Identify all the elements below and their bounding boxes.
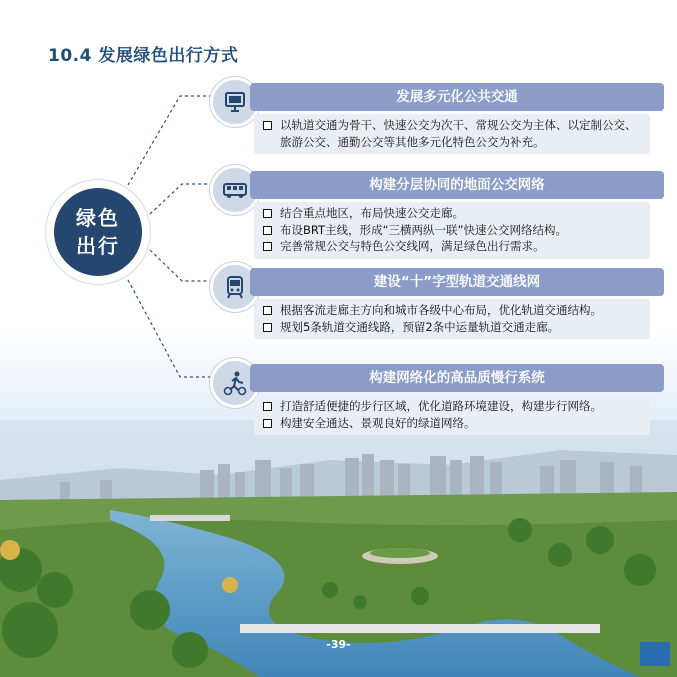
block-body (254, 202, 650, 259)
section-title: 10.4 发展绿色出行方式 (48, 46, 239, 66)
hub-label-line1: 绿色 (76, 206, 120, 230)
page-number: -39- (326, 638, 351, 651)
block-title: 构建网络化的高品质慢行系统 (250, 364, 664, 392)
list-item: 打造舒适便捷的步行区域，优化道路环境建设，构建步行网络。 (262, 398, 644, 415)
list-item: 构建安全通达、景观良好的绿道网络。 (262, 415, 644, 432)
hub-circle (54, 188, 142, 276)
block-body (254, 395, 650, 435)
list-item: 规划5条轨道交通线路，预留2条中运量轨道交通走廊。 (262, 319, 644, 336)
list-item: 以轨道交通为骨干、快速公交为次干、常规公交为主体、以定制公交、旅游公交、通勤公交等其他多元化特色公交为补充。 (262, 117, 644, 150)
list-item: 完善常规公交与特色公交线网，满足绿色出行需求。 (262, 238, 644, 255)
block-title: 构建分层协同的地面公交网络 (250, 171, 664, 199)
block-title: 建设“十”字型轨道交通线网 (250, 268, 664, 296)
list-item: 结合重点地区，布局快速公交走廊。 (262, 205, 644, 222)
hub-label-line2: 出行 (76, 234, 120, 258)
green-travel-hub (46, 180, 150, 284)
block-body (254, 114, 650, 154)
block-body (254, 299, 650, 339)
list-item: 根据客流走廊主方向和城市各级中心布局，优化轨道交通结构。 (262, 302, 644, 319)
list-item: 布设BRT主线，形成“三横两纵一联”快速公交网络结构。 (262, 222, 644, 239)
block-title: 发展多元化公共交通 (250, 83, 664, 111)
